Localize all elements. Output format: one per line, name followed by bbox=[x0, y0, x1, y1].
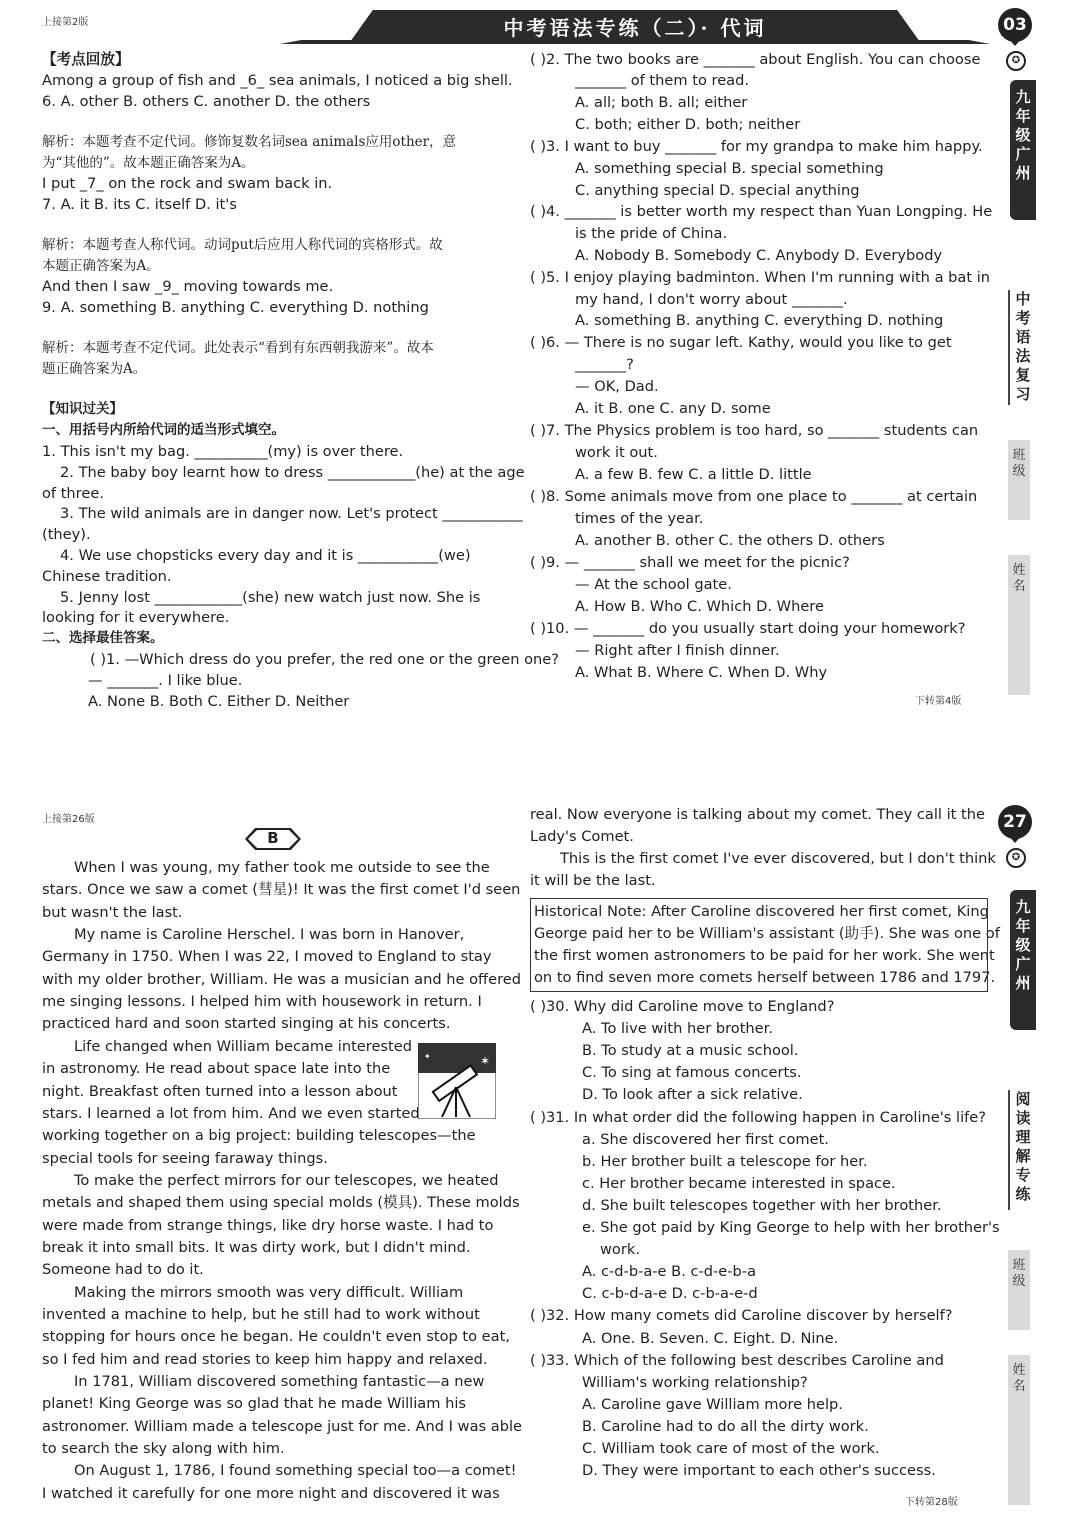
section-heading: 【知识过关】 bbox=[42, 401, 123, 417]
passage-line: Lady's Comet. bbox=[530, 828, 634, 845]
passage-line: Life changed when William became interested bbox=[74, 1037, 413, 1055]
option-line: William's working relationship? bbox=[582, 1373, 808, 1391]
top-page bbox=[0, 0, 1080, 720]
text-line: 5. Jenny lost ____________(she) new watch just now. She is bbox=[60, 589, 481, 606]
svg-text:✶: ✶ bbox=[480, 1054, 491, 1068]
passage-line: stars. I learned a lot from him. And we even started bbox=[42, 1104, 420, 1122]
text-line: — _______. I like blue. bbox=[88, 672, 243, 689]
text-line: 题正确答案为A。 bbox=[42, 361, 147, 377]
passage-line: This is the first comet I've ever discovered, but I don't think bbox=[560, 850, 996, 867]
text-line: Chinese tradition. bbox=[42, 568, 172, 585]
option-line: d. She built telescopes together with her brother. bbox=[582, 1196, 942, 1214]
text-line: _______ of them to read. bbox=[575, 72, 750, 89]
text-line: 4. We use chopsticks every day and it is ___________(we) bbox=[60, 547, 471, 564]
text-line: 7. A. it B. its C. itself D. it's bbox=[42, 196, 237, 213]
text-line: 本题正确答案为A。 bbox=[42, 258, 160, 274]
option-line: C. William took care of most of the work. bbox=[582, 1440, 880, 1457]
passage-line: but wasn't the last. bbox=[42, 903, 183, 921]
passage-line: in astronomy. He read about space late into the bbox=[42, 1060, 391, 1078]
emblem-icon: ✪ bbox=[1006, 848, 1026, 868]
question-line: ( )10. — _______ do you usually start doing your homework? bbox=[530, 620, 966, 637]
passage-line: metals and shaped them using special molds (模具). These molds bbox=[42, 1194, 520, 1212]
page-number-badge: 03 bbox=[998, 8, 1032, 42]
text-line: 3. The wild animals are in danger now. Let's protect ___________ bbox=[60, 505, 523, 522]
historical-note-box bbox=[530, 898, 988, 992]
text-line: (they). bbox=[42, 526, 91, 543]
banner bbox=[280, 10, 990, 42]
option-line: A. One. B. Seven. C. Eight. D. Nine. bbox=[582, 1329, 839, 1347]
passage-line: stopping for hours once he began. He couldn't even stop to eat, bbox=[42, 1328, 510, 1346]
historical-note-line: George paid her to be William's assistant (助手). She was one of bbox=[534, 925, 1000, 942]
text-line: 解析：本题考查不定代词。此处表示“看到有东西朝我游来”。故本 bbox=[42, 340, 434, 356]
option-line: D. To look after a sick relative. bbox=[582, 1086, 803, 1104]
passage-line: planet! King George was so glad that he made William his bbox=[42, 1395, 466, 1413]
option-line: B. To study at a music school. bbox=[582, 1042, 799, 1060]
passage-line: I watched it carefully for one more night and discovered it was bbox=[42, 1484, 500, 1502]
text-line: 1. This isn't my bag. __________(my) is over there. bbox=[42, 443, 404, 460]
option-line: A. To live with her brother. bbox=[582, 1020, 773, 1038]
text-line: A. None B. Both C. Either D. Neither bbox=[88, 693, 350, 710]
text-line: _______? bbox=[575, 356, 634, 373]
passage-line: invented a machine to help, but he still had to work without bbox=[42, 1306, 480, 1323]
page-number-badge: 27 bbox=[998, 805, 1032, 839]
text-line: And then I saw _9_ moving towards me. bbox=[42, 278, 334, 295]
option-line: B. Caroline had to do all the dirty work. bbox=[582, 1417, 869, 1435]
question-line: ( )2. The two books are _______ about English. You can choose bbox=[530, 51, 981, 68]
option-line: work. bbox=[600, 1241, 640, 1259]
text-line: 2. The baby boy learnt how to dress ____________(he) at the age bbox=[60, 464, 525, 481]
option-line: C. To sing at famous concerts. bbox=[582, 1064, 802, 1082]
banner-title: 中考语法专练（二）· 代词 bbox=[503, 16, 767, 40]
question-line: ( )7. The Physics problem is too hard, so _______ students can bbox=[530, 422, 979, 439]
text-line: 为“其他的”。故本题正确答案为A。 bbox=[42, 155, 255, 171]
passage-line: were made from strange things, like dry horse waste. I had to bbox=[42, 1216, 494, 1234]
emblem-icon: ✪ bbox=[1006, 51, 1026, 71]
text-line: C. both; either D. both; neither bbox=[575, 116, 801, 133]
passage-line: When I was young, my father took me outside to see the bbox=[74, 859, 490, 876]
passage-line: Making the mirrors smooth was very difficult. William bbox=[74, 1283, 464, 1301]
text-line: of three. bbox=[42, 485, 104, 502]
text-line: — OK, Dad. bbox=[575, 378, 659, 395]
text-line: A. it B. one C. any D. some bbox=[575, 400, 771, 417]
question-line: ( )32. How many comets did Caroline discover by herself? bbox=[530, 1307, 953, 1325]
continued-to-label: 下转第4版 bbox=[915, 696, 962, 707]
passage-badge: B bbox=[245, 828, 301, 850]
name-label: 姓名 bbox=[1008, 555, 1030, 695]
question-line: ( )33. Which of the following best describes Caroline and bbox=[530, 1351, 944, 1369]
svg-text:✦: ✦ bbox=[424, 1052, 431, 1061]
text-line: I put _7_ on the rock and swam back in. bbox=[42, 175, 333, 192]
historical-note-line: Historical Note: After Caroline discovered her first comet, King bbox=[534, 903, 989, 920]
passage-line: so I fed him and read stories to keep him happy and relaxed. bbox=[42, 1350, 488, 1368]
text-line: A. What B. Where C. When D. Why bbox=[575, 664, 828, 681]
option-line: D. They were important to each other's success. bbox=[582, 1462, 936, 1480]
section-heading: 【考点回放】 bbox=[42, 51, 130, 68]
question-line: ( )4. _______ is better worth my respect than Yuan Longping. He bbox=[530, 203, 993, 220]
option-line: a. She discovered her first comet. bbox=[582, 1130, 829, 1148]
text-line: A. How B. Who C. Which D. Where bbox=[575, 598, 824, 615]
option-line: C. c-b-d-a-e D. c-b-a-e-d bbox=[582, 1285, 758, 1303]
text-line: 一、用括号内所给代词的适当形式填空。 bbox=[42, 422, 285, 438]
text-line: A. a few B. few C. a little D. little bbox=[575, 466, 812, 483]
side-tab-grade: 九年级广州 bbox=[1010, 890, 1036, 1030]
passage-line: special tools for seeing faraway things. bbox=[42, 1149, 328, 1167]
passage-line: practiced hard and soon started singing at his concerts. bbox=[42, 1015, 451, 1033]
passage-line: Germany in 1750. When I was 22, I moved to England to stay bbox=[42, 948, 492, 966]
question-line: ( )5. I enjoy playing badminton. When I'm running with a bat in bbox=[530, 269, 991, 286]
text-line: — Right after I finish dinner. bbox=[575, 642, 780, 659]
text-line: times of the year. bbox=[575, 510, 704, 527]
passage-line: working together on a big project: building telescopes—the bbox=[42, 1127, 476, 1145]
side-tab-section: 中考语法复习 bbox=[1008, 290, 1036, 405]
option-line: A. c-d-b-a-e B. c-d-e-b-a bbox=[582, 1263, 757, 1281]
text-line: — At the school gate. bbox=[575, 576, 732, 593]
passage-line: stars. Once we saw a comet (彗星)! It was the first comet I'd seen bbox=[42, 881, 521, 899]
text-line: A. Nobody B. Somebody C. Anybody D. Everybody bbox=[575, 247, 943, 264]
text-line: is the pride of China. bbox=[575, 225, 728, 242]
question-line: ( )31. In what order did the following happen in Caroline's life? bbox=[530, 1108, 986, 1126]
passage-line: astronomer. William made a telescope just for me. And I was able bbox=[42, 1417, 522, 1435]
class-label: 班级 bbox=[1008, 1250, 1030, 1330]
text-line: 9. A. something B. anything C. everything D. nothing bbox=[42, 299, 429, 316]
class-label: 班级 bbox=[1008, 440, 1030, 520]
bottom-page bbox=[0, 790, 1080, 1535]
historical-note-line: the first women astronomers to be paid for her work. She went bbox=[534, 947, 995, 964]
question-line: ( )6. — There is no sugar left. Kathy, would you like to get bbox=[530, 334, 952, 351]
option-line: c. Her brother became interested in space. bbox=[582, 1174, 896, 1192]
question-line: ( )8. Some animals move from one place to _______ at certain bbox=[530, 488, 978, 505]
side-tab-section: 阅读理解专练 bbox=[1008, 1090, 1036, 1210]
option-line: A. Caroline gave William more help. bbox=[582, 1395, 843, 1413]
option-line: e. She got paid by King George to help with her brother's bbox=[582, 1219, 1000, 1236]
passage-line: My name is Caroline Herschel. I was born in Hanover, bbox=[74, 926, 465, 944]
text-line: work it out. bbox=[575, 444, 658, 461]
passage-line: break it into small bits. It was dirty work, but I didn't mind. bbox=[42, 1238, 471, 1256]
passage-line: to search the sky along with him. bbox=[42, 1440, 285, 1458]
question-line: ( )30. Why did Caroline move to England? bbox=[530, 998, 835, 1015]
text-line: 解析：本题考查不定代词。修饰复数名词sea animals应用other，意 bbox=[42, 134, 457, 150]
option-line: b. Her brother built a telescope for her. bbox=[582, 1152, 868, 1170]
question-line: ( )9. — _______ shall we meet for the picnic? bbox=[530, 554, 850, 571]
passage-line: me singing lessons. I helped him with housework in return. I bbox=[42, 993, 482, 1011]
text-line: 二、选择最佳答案。 bbox=[42, 630, 164, 646]
side-tab-grade: 九年级广州 bbox=[1010, 80, 1036, 220]
passage-line: with my older brother, William. He was a musician and he offered bbox=[42, 970, 521, 988]
text-line: 解析：本题考查人称代词。动词put后应用人称代词的宾格形式。故 bbox=[42, 237, 443, 253]
passage-line: To make the perfect mirrors for our telescopes, we heated bbox=[74, 1171, 499, 1189]
text-line: C. anything special D. special anything bbox=[575, 182, 860, 199]
text-line: A. something special B. special something bbox=[575, 160, 884, 177]
telescope-illustration bbox=[418, 1043, 496, 1119]
text-line: looking for it everywhere. bbox=[42, 609, 230, 626]
continued-from-label: 上接第2版 bbox=[42, 17, 89, 28]
passage-line: On August 1, 1786, I found something special too—a comet! bbox=[74, 1462, 517, 1480]
text-line: my hand, I don't worry about _______. bbox=[575, 291, 848, 308]
passage-line: it will be the last. bbox=[530, 872, 656, 889]
text-line: Among a group of fish and _6_ sea animals, I noticed a big shell. bbox=[42, 72, 513, 89]
passage-line: night. Breakfast often turned into a lesson about bbox=[42, 1082, 398, 1100]
text-line: A. another B. other C. the others D. others bbox=[575, 532, 885, 549]
text-line: A. all; both B. all; either bbox=[575, 94, 748, 111]
passage-line: real. Now everyone is talking about my comet. They call it the bbox=[530, 806, 985, 823]
passage-line: In 1781, William discovered something fantastic—a new bbox=[74, 1373, 485, 1391]
question-line: ( )3. I want to buy _______ for my grandpa to make him happy. bbox=[530, 138, 983, 155]
name-label: 姓名 bbox=[1008, 1355, 1030, 1505]
text-line: 6. A. other B. others C. another D. the others bbox=[42, 93, 371, 110]
text-line: A. something B. anything C. everything D. nothing bbox=[575, 312, 944, 329]
text-line: ( )1. —Which dress do you prefer, the red one or the green one? bbox=[90, 651, 559, 668]
passage-line: Someone had to do it. bbox=[42, 1261, 204, 1279]
continued-to-label: 下转第28版 bbox=[905, 1497, 958, 1508]
historical-note-line: on to find seven more comets herself between 1786 and 1797. bbox=[534, 969, 996, 986]
continued-from-label: 上接第26版 bbox=[42, 814, 95, 825]
